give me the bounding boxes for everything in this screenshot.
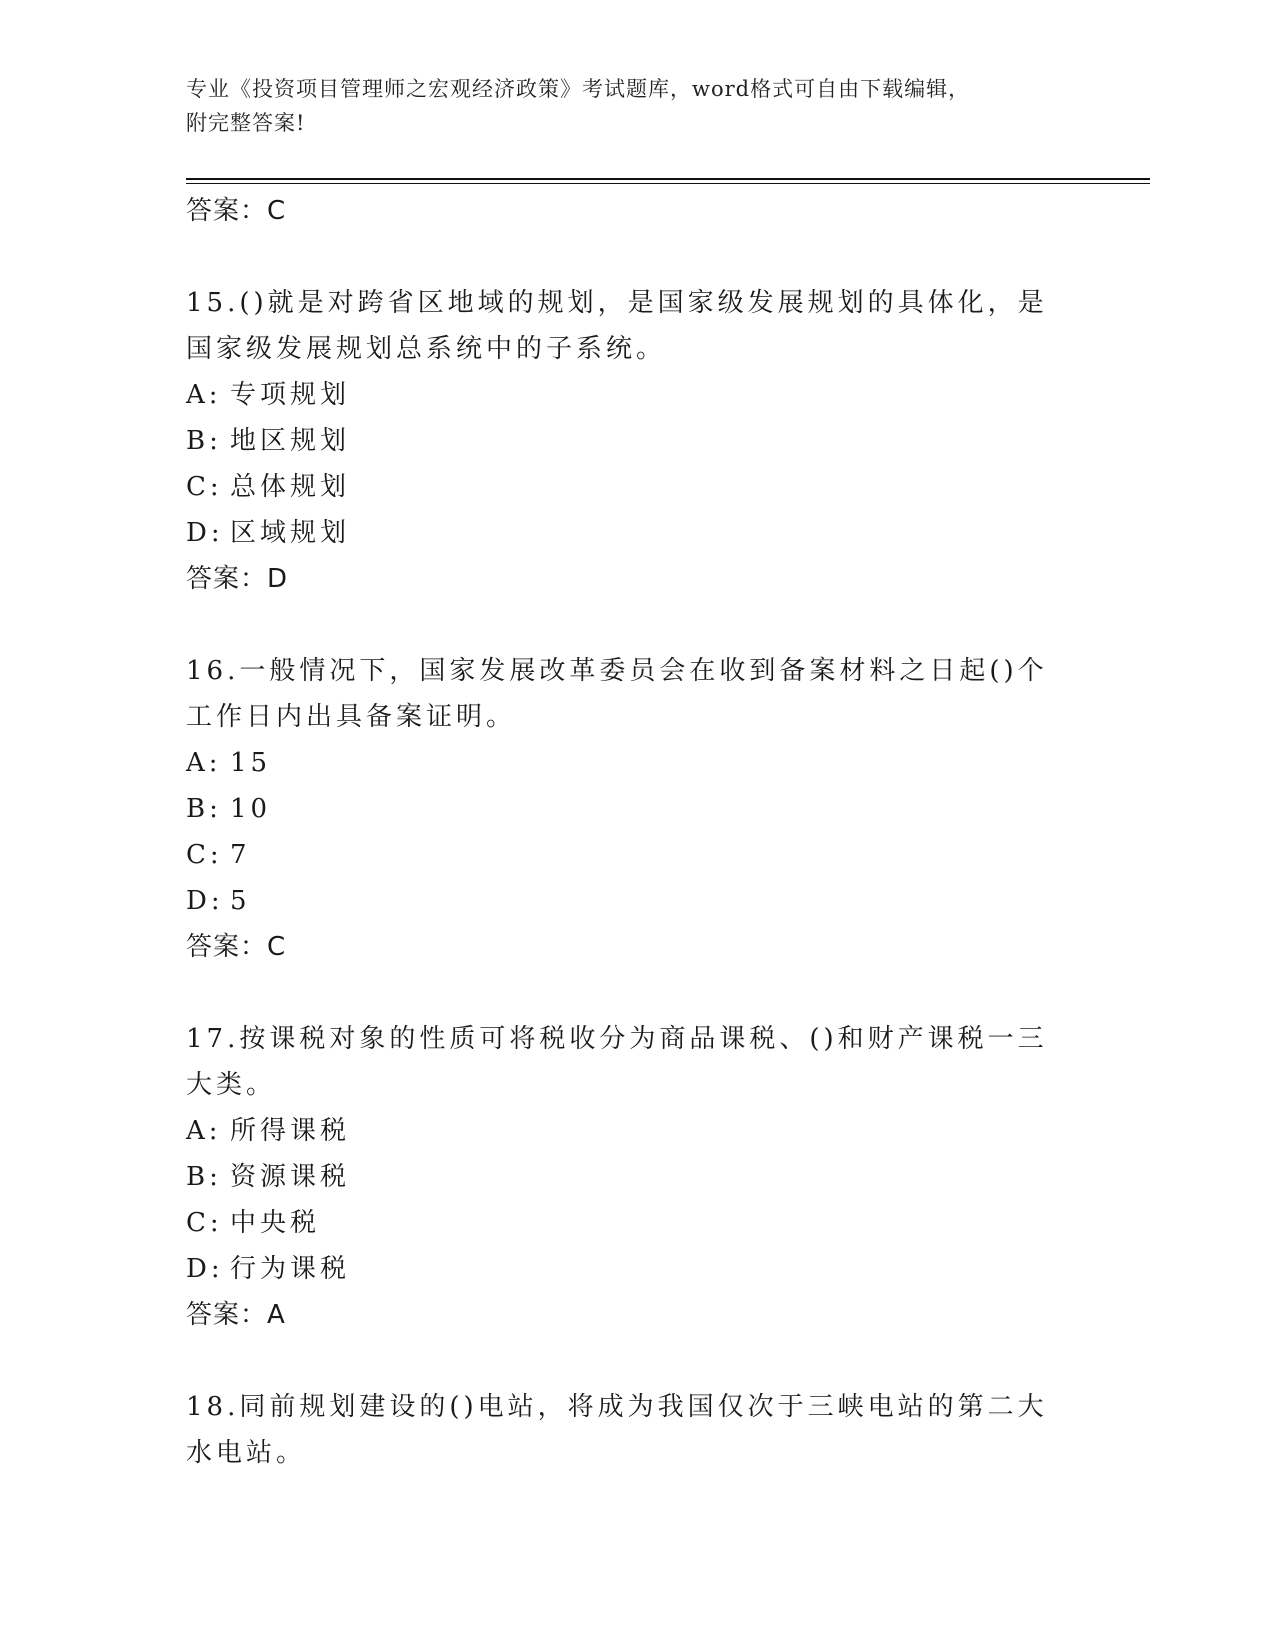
option-c: C: 7 (186, 840, 251, 870)
spacer (186, 602, 1066, 648)
option-d: D: 区域规划 (186, 518, 351, 548)
question-list (186, 188, 1066, 1476)
question-text: 18.同前规划建设的()电站，将成为我国仅次于三峡电站的第二大水电站。 (186, 1392, 1048, 1468)
answer-line: 答案：C (186, 196, 287, 226)
question-text: 16.一般情况下，国家发展改革委员会在收到备案材料之日起()个工作日内出具备案证明。 (186, 656, 1048, 732)
document-header (186, 72, 1066, 140)
question-text: 17.按课税对象的性质可将税收分为商品课税、()和财产课税一三大类。 (186, 1024, 1048, 1100)
question-block (186, 648, 1066, 970)
question-block (186, 1384, 1066, 1476)
question-block (186, 280, 1066, 602)
option-c: C: 中央税 (186, 1208, 321, 1238)
option-d: D: 行为课税 (186, 1254, 351, 1284)
option-b: B: 地区规划 (186, 426, 351, 456)
option-a: A: 所得课税 (186, 1116, 351, 1146)
question-text: 15.()就是对跨省区地域的规划，是国家级发展规划的具体化，是国家级发展规划总系统中的子系统。 (186, 288, 1048, 364)
option-b: B: 10 (186, 794, 272, 824)
option-a: A: 专项规划 (186, 380, 351, 410)
spacer (186, 1338, 1066, 1384)
spacer (186, 970, 1066, 1016)
header-divider-thick (186, 178, 1150, 180)
option-d: D: 5 (186, 886, 251, 916)
answer-line: 答案：C (186, 932, 287, 962)
header-line-2: 附完整答案! (186, 111, 306, 135)
question-block (186, 1016, 1066, 1338)
option-c: C: 总体规划 (186, 472, 351, 502)
header-divider-thin (186, 183, 1150, 184)
answer-line: 答案：D (186, 564, 289, 594)
answer-line: 答案：A (186, 1300, 286, 1330)
header-line-1: 专业《投资项目管理师之宏观经济政策》考试题库，word格式可自由下载编辑， (186, 77, 971, 101)
option-b: B: 资源课税 (186, 1162, 351, 1192)
spacer (186, 234, 1066, 280)
option-a: A: 15 (186, 748, 272, 778)
